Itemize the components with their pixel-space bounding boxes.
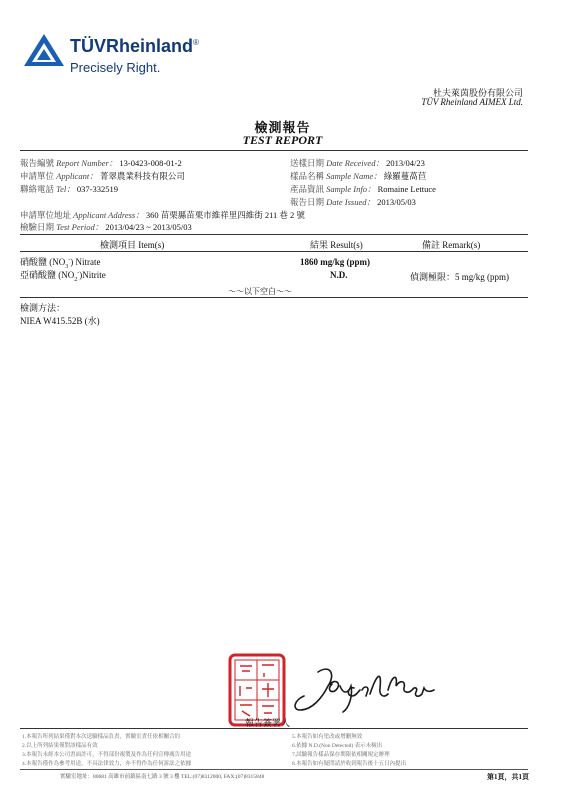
field-report-number <box>20 158 182 169</box>
title-divider <box>20 150 528 151</box>
date-received-label-en: Date Received： <box>326 158 384 168</box>
field-test-period <box>20 222 192 233</box>
report-number-label-en: Report Number： <box>56 158 118 168</box>
table-header-result: 結果 Result(s) <box>310 240 363 250</box>
date-received-label-cn: 送樣日期 <box>290 158 325 168</box>
field-date-issued <box>290 197 416 208</box>
applicant-address-value: 360 苗栗縣苗栗市維祥里四維街 211 巷 2 號 <box>145 210 305 220</box>
brand-tagline: Precisely Right. <box>70 60 161 75</box>
date-received-value: 2013/04/23 <box>386 158 425 168</box>
nitrite-name-en: Nitrite <box>82 270 106 280</box>
note-right-4: 8.本報告如有疑問請於收到報告後十五日內提出 <box>292 761 407 767</box>
test-period-label-cn: 檢驗日期 <box>20 222 55 232</box>
table-header-item: 檢測項目 Item(s) <box>100 240 165 250</box>
field-tel <box>20 184 118 195</box>
note-left-4: 4.本報告僅作為參考用途，不具法律效力，亦不得作為任何訴訟之依據 <box>22 761 192 767</box>
tel-label-en: Tel： <box>56 184 75 194</box>
tel-label-cn: 聯絡電話 <box>20 184 55 194</box>
sample-info-label-en: Sample Info： <box>326 184 376 194</box>
applicant-value: 菁翠農業科技有限公司 <box>99 171 185 181</box>
nitrite-name-cn: 亞硝酸鹽 <box>20 270 57 280</box>
nitrate-name-cn: 硝酸鹽 <box>20 257 48 267</box>
tuv-logo <box>22 32 66 68</box>
table-header-rule <box>20 251 528 252</box>
table-row-nitrite-item <box>20 268 106 283</box>
signature <box>290 660 440 716</box>
tel-value: 037-332519 <box>76 184 118 194</box>
nitrite-formula: $(NO_2^-)$ <box>58 270 83 283</box>
method-label: 檢測方法： <box>20 303 66 313</box>
brand-name-text: TÜVRheinland <box>70 36 194 56</box>
tuv-triangle-icon <box>22 32 66 68</box>
table-header-remark: 備註 Remark(s) <box>422 240 481 250</box>
method-value: NIEA W415.52B (水) <box>20 316 100 326</box>
report-title-cn: 檢測報告 <box>254 120 311 135</box>
note-right-3: 7.試驗報告樣品保存期限依相關規定辦理 <box>292 752 390 758</box>
note-right-1: 5.本報告如有塗改或增刪無效 <box>292 734 363 740</box>
note-left-3: 3.本報告未經本公司書面許可，不得部份複製及作為任何宣傳廣告用途 <box>22 752 192 758</box>
sample-info-value: Romaine Lettuce <box>377 184 436 194</box>
date-issued-value: 2013/05/03 <box>377 197 416 207</box>
registered-mark: ® <box>193 38 199 47</box>
field-sample-name <box>290 171 426 182</box>
footer-page-number: 第1頁，共1頁 <box>487 773 529 781</box>
note-right-2: 6.依據 N.D.(Non Detected) 表示未檢出 <box>292 743 383 749</box>
table-bottom-rule <box>20 297 528 298</box>
table-end-mark: ～～以下空白～～ <box>228 287 292 296</box>
note-left-2: 2.以上所列結果僅對該樣品有效 <box>22 743 98 749</box>
field-applicant-address <box>20 210 305 221</box>
table-row-nitrate-result: 1860 mg/kg (ppm) <box>300 257 371 267</box>
sample-name-value: 綠羅蔓萵苣 <box>383 171 427 181</box>
brand-name <box>70 36 199 57</box>
report-number-label-cn: 報告編號 <box>20 158 55 168</box>
applicant-address-label-cn: 申請單位地址 <box>20 210 72 220</box>
field-applicant <box>20 171 185 182</box>
table-row-nitrite-remark: 偵測極限：5 mg/kg (ppm) <box>410 272 509 282</box>
date-issued-label-en: Date Issued： <box>326 197 376 207</box>
applicant-label-en: Applicant： <box>56 171 98 181</box>
signatory-label: 報告簽署人 <box>245 718 291 728</box>
footer-address: 實驗室地址：80681 高雄市前鎮區南七路 3 號 3 樓 TEL:(07)8312000, FAX:(07)8315848 <box>60 774 265 780</box>
report-title-en: TEST REPORT <box>242 133 323 147</box>
test-period-label-en: Test Period： <box>56 222 104 232</box>
table-row-nitrite-result: N.D. <box>330 270 348 280</box>
note-left-1: 1.本報告所列結果僅對本次送驗樣品負責，實驗室責任依相關合約 <box>22 734 181 740</box>
sample-name-label-cn: 樣品名稱 <box>290 171 325 181</box>
test-period-value: 2013/04/23 ~ 2013/05/03 <box>105 222 192 232</box>
nitrate-name-en: Nitrate <box>73 257 101 267</box>
nitrate-formula: $(NO_3^-)$ <box>49 257 74 270</box>
footer-line <box>20 769 528 770</box>
applicant-address-label-en: Applicant Address： <box>73 210 144 220</box>
signature-line <box>20 728 528 729</box>
company-name-cn: 杜夫萊茵股份有限公司 <box>432 88 523 98</box>
table-top-rule <box>20 234 528 235</box>
report-number-value: 13-0423-008-01-2 <box>119 158 182 168</box>
company-name-en: TÜV Rheinland AIMEX Ltd. <box>421 97 523 107</box>
applicant-label-cn: 申請單位 <box>20 171 55 181</box>
date-issued-label-cn: 報告日期 <box>290 197 325 207</box>
sample-name-label-en: Sample Name： <box>326 171 382 181</box>
field-sample-info <box>290 184 436 195</box>
sample-info-label-cn: 產品資訊 <box>290 184 325 194</box>
field-date-received <box>290 158 425 169</box>
